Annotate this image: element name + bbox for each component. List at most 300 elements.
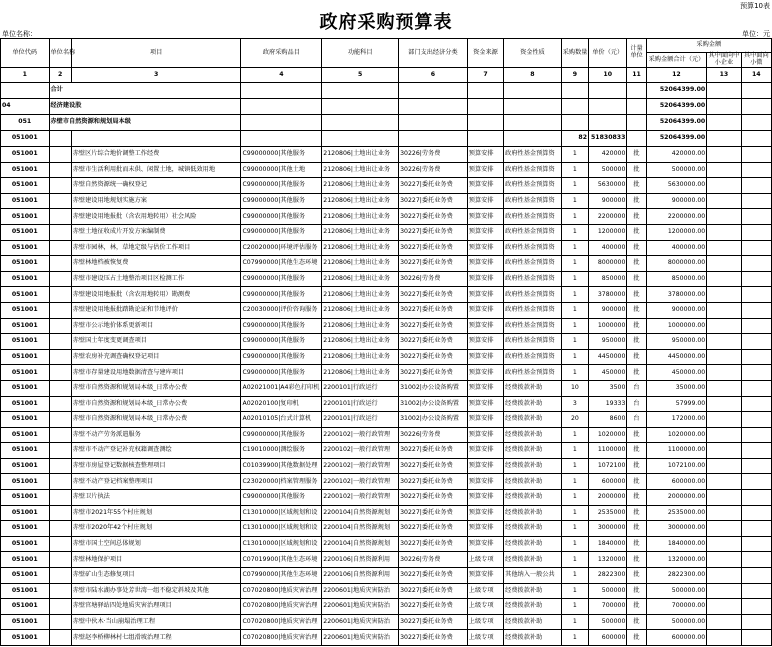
column-number: 12 <box>646 68 707 83</box>
row-project: 赤壁建设用地报批（含农用地转用）社会风险 <box>71 209 241 225</box>
row-unit: 批 <box>627 427 646 443</box>
row-qty: 1 <box>561 568 588 584</box>
row-micro <box>741 271 771 287</box>
header-unit: 计量单位 <box>627 39 646 68</box>
row-function: 2200601|地质灾害防治 <box>322 599 399 615</box>
row-amount: 1020000.00 <box>646 427 707 443</box>
row-sme <box>707 505 741 521</box>
row-fund-nature: 经费拨款补助 <box>504 490 562 506</box>
row-econ-class: 30227|委托业务费 <box>399 583 468 599</box>
row-micro <box>741 630 771 646</box>
table-row <box>1 162 772 178</box>
row-price: 500000 <box>589 614 627 630</box>
row-qty: 20 <box>561 412 588 428</box>
row-fund-source: 预算安排 <box>467 162 503 178</box>
row-micro <box>741 287 771 303</box>
row-unit-name <box>49 240 71 256</box>
row-fund-source: 上级专项 <box>467 599 503 615</box>
row-price: 1320000 <box>589 552 627 568</box>
row-unit-name <box>49 193 71 209</box>
row-unit-name <box>49 287 71 303</box>
row-unit-name <box>49 552 71 568</box>
table-row <box>1 396 772 412</box>
row-price: 450000 <box>589 365 627 381</box>
row-amount: 1072100.00 <box>646 458 707 474</box>
row-econ-class: 30226|劳务费 <box>399 271 468 287</box>
row-unit-code: 051001 <box>1 521 50 537</box>
row-procurement-item: C99000000|其他服务 <box>241 318 322 334</box>
row-unit-code: 051001 <box>1 614 50 630</box>
row-econ-class: 30227|委托业务费 <box>399 536 468 552</box>
row-fund-source: 预算安排 <box>467 474 503 490</box>
row-econ-class: 30227|委托业务费 <box>399 458 468 474</box>
row-econ-class: 30226|劳务费 <box>399 162 468 178</box>
header-project: 项目 <box>71 39 241 68</box>
row-qty: 1 <box>561 178 588 194</box>
summary-amount: 52064399.00 <box>646 115 707 131</box>
row-qty: 1 <box>561 240 588 256</box>
table-row <box>1 224 772 240</box>
row-unit-name <box>49 412 71 428</box>
row-unit-code: 051001 <box>1 490 50 506</box>
row-amount: 3000000.00 <box>646 521 707 537</box>
unit-name-label: 单位名称： <box>2 30 37 38</box>
row-fund-source: 预算安排 <box>467 443 503 459</box>
row-micro <box>741 147 771 163</box>
row-micro <box>741 396 771 412</box>
table-row <box>1 412 772 428</box>
row-fund-source: 预算安排 <box>467 490 503 506</box>
row-function: 2200106|自然资源利用 <box>322 552 399 568</box>
row-fund-nature: 政府性基金预算资 <box>504 287 562 303</box>
row-price: 1200000 <box>589 224 627 240</box>
row-sme <box>707 380 741 396</box>
table-row <box>1 147 772 163</box>
row-unit-code: 051001 <box>1 162 50 178</box>
row-unit-name <box>49 443 71 459</box>
row-procurement-item: C99000000|其他服务 <box>241 490 322 506</box>
row-unit-name <box>49 458 71 474</box>
row-qty: 1 <box>561 334 588 350</box>
row-price: 3780000 <box>589 287 627 303</box>
row-micro <box>741 178 771 194</box>
page-number: 预算10表 <box>740 2 770 10</box>
row-price: 19333 <box>589 396 627 412</box>
row-fund-source: 预算安排 <box>467 256 503 272</box>
row-fund-nature: 经费拨款补助 <box>504 396 562 412</box>
row-econ-class: 30227|委托业务费 <box>399 365 468 381</box>
summary-code: 04 <box>1 99 50 115</box>
table-row <box>1 380 772 396</box>
row-procurement-item: C01039900|其他数据处理 <box>241 458 322 474</box>
table-row <box>1 552 772 568</box>
column-number: 5 <box>322 68 399 83</box>
row-qty: 1 <box>561 256 588 272</box>
row-unit-name <box>49 302 71 318</box>
header-unit-name: 单位名称 <box>49 39 71 68</box>
row-project: 赤壁国土年度变更调查项目 <box>71 334 241 350</box>
row-unit: 批 <box>627 505 646 521</box>
row-econ-class: 30227|委托业务费 <box>399 302 468 318</box>
row-econ-class: 30227|委托业务费 <box>399 474 468 490</box>
table-row <box>1 536 772 552</box>
row-unit-code: 051001 <box>1 178 50 194</box>
row-fund-nature: 经费拨款补助 <box>504 380 562 396</box>
table-row <box>1 271 772 287</box>
row-procurement-item: C07020800|地质灾害治理 <box>241 614 322 630</box>
table-row <box>1 427 772 443</box>
table-row <box>1 583 772 599</box>
row-qty: 1 <box>561 443 588 459</box>
row-procurement-item: C99000000|其他服务 <box>241 427 322 443</box>
row-amount: 8000000.00 <box>646 256 707 272</box>
row-procurement-item: A02010105|台式计算机 <box>241 412 322 428</box>
row-sme <box>707 599 741 615</box>
table-row <box>1 458 772 474</box>
row-procurement-item: C07020800|地质灾害治理 <box>241 630 322 646</box>
column-number: 13 <box>707 68 741 83</box>
row-project: 赤壁市房屋登记数据核查整理项目 <box>71 458 241 474</box>
row-fund-nature: 经费拨款补助 <box>504 536 562 552</box>
row-function: 2200101|行政运行 <box>322 380 399 396</box>
row-price: 3000000 <box>589 521 627 537</box>
row-sme <box>707 474 741 490</box>
row-unit: 批 <box>627 302 646 318</box>
row-amount: 2535000.00 <box>646 505 707 521</box>
row-unit-code: 051001 <box>1 474 50 490</box>
row-price: 2200000 <box>589 209 627 225</box>
row-amount: 2822300.00 <box>646 568 707 584</box>
row-micro <box>741 536 771 552</box>
row-micro <box>741 318 771 334</box>
row-unit: 批 <box>627 474 646 490</box>
table-row <box>1 630 772 646</box>
row-fund-source: 预算安排 <box>467 271 503 287</box>
row-function: 2200102|一般行政管理 <box>322 427 399 443</box>
row-micro <box>741 380 771 396</box>
row-unit-name <box>49 568 71 584</box>
row-fund-nature: 政府性基金预算资 <box>504 209 562 225</box>
table-row <box>1 474 772 490</box>
row-fund-nature: 经费拨款补助 <box>504 505 562 521</box>
row-unit: 批 <box>627 162 646 178</box>
row-micro <box>741 568 771 584</box>
row-procurement-item: C99000000|其他服务 <box>241 178 322 194</box>
row-price: 600000 <box>589 630 627 646</box>
row-unit-name <box>49 178 71 194</box>
row-project: 赤壁市2021年55个村庄规划 <box>71 505 241 521</box>
row-price: 420000 <box>589 147 627 163</box>
header-amount-group: 采购金额 <box>646 39 771 53</box>
row-unit-name <box>49 256 71 272</box>
row-amount: 5630000.00 <box>646 178 707 194</box>
row-unit-name <box>49 271 71 287</box>
row-function: 2200601|地质灾害防治 <box>322 614 399 630</box>
row-unit: 批 <box>627 443 646 459</box>
row-unit-name <box>49 209 71 225</box>
row-price: 500000 <box>589 583 627 599</box>
row-unit-code: 051001 <box>1 365 50 381</box>
row-fund-source: 预算安排 <box>467 365 503 381</box>
row-fund-source: 预算安排 <box>467 147 503 163</box>
row-fund-source: 预算安排 <box>467 334 503 350</box>
row-function: 2200601|地质灾害防治 <box>322 630 399 646</box>
header-fund-source: 资金来源 <box>467 39 503 68</box>
row-project: 赤壁矿山生态修复项目 <box>71 568 241 584</box>
header-fund-nature: 资金性质 <box>504 39 562 68</box>
row-amount: 500000.00 <box>646 614 707 630</box>
row-unit-name <box>49 162 71 178</box>
row-fund-source: 预算安排 <box>467 412 503 428</box>
row-fund-nature: 经费拨款补助 <box>504 614 562 630</box>
row-function: 2200104|自然资源规划 <box>322 521 399 537</box>
row-fund-nature: 政府性基金预算资 <box>504 334 562 350</box>
row-micro <box>741 427 771 443</box>
row-sme <box>707 396 741 412</box>
row-unit-code: 051001 <box>1 583 50 599</box>
row-sme <box>707 224 741 240</box>
row-function: 2120806|土地出让业务 <box>322 209 399 225</box>
row-unit-code: 051001 <box>1 147 50 163</box>
row-qty: 1 <box>561 505 588 521</box>
row-fund-nature: 经费拨款补助 <box>504 427 562 443</box>
row-econ-class: 30227|委托业务费 <box>399 568 468 584</box>
row-sme <box>707 521 741 537</box>
row-price: 900000 <box>589 302 627 318</box>
row-unit-name <box>49 583 71 599</box>
summary-amount: 52064399.00 <box>646 83 707 99</box>
row-price: 1072100 <box>589 458 627 474</box>
row-micro <box>741 599 771 615</box>
row-function: 2200601|地质灾害防治 <box>322 583 399 599</box>
row-project: 赤壁市自然资源和规划局本级_日常办公费 <box>71 380 241 396</box>
row-sme <box>707 365 741 381</box>
row-amount: 1840000.00 <box>646 536 707 552</box>
row-qty: 1 <box>561 552 588 568</box>
row-unit-code: 051001 <box>1 380 50 396</box>
row-unit-code: 051001 <box>1 271 50 287</box>
column-number: 8 <box>504 68 562 83</box>
table-row <box>1 318 772 334</box>
row-micro <box>741 349 771 365</box>
row-amount: 500000.00 <box>646 162 707 178</box>
row-unit-name <box>49 630 71 646</box>
row-unit: 批 <box>627 521 646 537</box>
row-function: 2120806|土地出让业务 <box>322 302 399 318</box>
row-fund-source: 预算安排 <box>467 458 503 474</box>
table-row <box>1 240 772 256</box>
row-function: 2200102|一般行政管理 <box>322 458 399 474</box>
row-sme <box>707 193 741 209</box>
row-function: 2120806|土地出让业务 <box>322 256 399 272</box>
table-row <box>1 287 772 303</box>
row-function: 2200101|行政运行 <box>322 396 399 412</box>
row-sme <box>707 412 741 428</box>
row-project: 赤壁土地征收成片开发方案编制费 <box>71 224 241 240</box>
row-sme <box>707 178 741 194</box>
column-number: 14 <box>741 68 771 83</box>
row-fund-nature: 其他纳入一般公共 <box>504 568 562 584</box>
row-function: 2200104|自然资源规划 <box>322 505 399 521</box>
row-unit-code: 051001 <box>1 302 50 318</box>
row-fund-source: 预算安排 <box>467 302 503 318</box>
row-sme <box>707 490 741 506</box>
currency-unit-label: 单位：元 <box>742 30 770 38</box>
row-micro <box>741 614 771 630</box>
row-unit-name <box>49 521 71 537</box>
row-sme <box>707 427 741 443</box>
row-procurement-item: C07020800|地质灾害治理 <box>241 599 322 615</box>
table-row <box>1 568 772 584</box>
header-qty: 采购数量 <box>561 39 588 68</box>
row-qty: 1 <box>561 271 588 287</box>
row-amount: 600000.00 <box>646 474 707 490</box>
row-project: 赤壁自然资源统一确权登记 <box>71 178 241 194</box>
row-qty: 1 <box>561 287 588 303</box>
row-project: 赤壁市存量建设用地数据清查与建库项目 <box>71 365 241 381</box>
column-number: 2 <box>49 68 71 83</box>
row-econ-class: 30227|委托业务费 <box>399 287 468 303</box>
row-unit-name <box>49 505 71 521</box>
row-micro <box>741 443 771 459</box>
row-amount: 420000.00 <box>646 147 707 163</box>
row-micro <box>741 162 771 178</box>
row-fund-source: 预算安排 <box>467 178 503 194</box>
row-amount: 2200000.00 <box>646 209 707 225</box>
row-micro <box>741 583 771 599</box>
row-fund-source: 预算安排 <box>467 536 503 552</box>
row-project: 赤壁市国土空间总体规划 <box>71 536 241 552</box>
row-amount: 500000.00 <box>646 583 707 599</box>
row-unit-name <box>49 365 71 381</box>
row-price: 1000000 <box>589 318 627 334</box>
row-qty: 1 <box>561 536 588 552</box>
row-unit-code: 051001 <box>1 536 50 552</box>
row-amount: 950000.00 <box>646 334 707 350</box>
table-row <box>1 443 772 459</box>
row-fund-source: 预算安排 <box>467 349 503 365</box>
row-unit: 批 <box>627 287 646 303</box>
row-fund-source: 预算安排 <box>467 193 503 209</box>
row-econ-class: 30227|委托业务费 <box>399 630 468 646</box>
row-price: 500000 <box>589 162 627 178</box>
row-unit: 批 <box>627 536 646 552</box>
row-project: 赤壁市自然资源和规划局本级_日常办公费 <box>71 412 241 428</box>
row-procurement-item: C99000000|其他服务 <box>241 349 322 365</box>
row-unit: 批 <box>627 490 646 506</box>
header-procurement-item: 政府采购品目 <box>241 39 322 68</box>
row-qty: 1 <box>561 193 588 209</box>
row-function: 2120806|土地出让业务 <box>322 147 399 163</box>
row-unit-name <box>49 474 71 490</box>
unit-row-code: 051001 <box>1 131 50 147</box>
row-function: 2120806|土地出让业务 <box>322 193 399 209</box>
row-fund-source: 上级专项 <box>467 583 503 599</box>
column-number: 3 <box>71 68 241 83</box>
table-row <box>1 599 772 615</box>
table-row <box>1 505 772 521</box>
table-row <box>1 178 772 194</box>
row-project: 赤壁卫片执法 <box>71 490 241 506</box>
row-price: 5630000 <box>589 178 627 194</box>
row-procurement-item: C99000000|其他服务 <box>241 334 322 350</box>
row-amount: 172000.00 <box>646 412 707 428</box>
row-econ-class: 30227|委托业务费 <box>399 599 468 615</box>
row-unit-name <box>49 536 71 552</box>
summary-amount: 52064399.00 <box>646 99 707 115</box>
row-qty: 1 <box>561 147 588 163</box>
row-price: 3500 <box>589 380 627 396</box>
row-micro <box>741 193 771 209</box>
row-fund-nature: 政府性基金预算资 <box>504 162 562 178</box>
row-amount: 900000.00 <box>646 302 707 318</box>
row-fund-nature: 经费拨款补助 <box>504 443 562 459</box>
column-number: 9 <box>561 68 588 83</box>
row-qty: 1 <box>561 318 588 334</box>
row-qty: 1 <box>561 630 588 646</box>
row-project: 赤壁不动产劳务派遣服务 <box>71 427 241 443</box>
row-sme <box>707 458 741 474</box>
row-unit-code: 051001 <box>1 209 50 225</box>
row-amount: 600000.00 <box>646 630 707 646</box>
row-unit: 批 <box>627 209 646 225</box>
row-econ-class: 30227|委托业务费 <box>399 224 468 240</box>
row-unit: 台 <box>627 380 646 396</box>
row-project: 赤壁市2020年42个村庄规划 <box>71 521 241 537</box>
row-project: 赤壁市自然资源和规划局本级_日常办公费 <box>71 396 241 412</box>
row-qty: 1 <box>561 599 588 615</box>
row-amount: 1100000.00 <box>646 443 707 459</box>
row-project: 赤壁市公示地价体系更新项目 <box>71 318 241 334</box>
row-price: 4450000 <box>589 349 627 365</box>
row-econ-class: 31002|办公设备购置 <box>399 412 468 428</box>
row-procurement-item: C20020000|环境评估服务 <box>241 240 322 256</box>
row-fund-nature: 经费拨款补助 <box>504 599 562 615</box>
row-qty: 10 <box>561 380 588 396</box>
row-project: 赤壁不动产登记档案整理项目 <box>71 474 241 490</box>
row-unit: 批 <box>627 334 646 350</box>
row-unit: 批 <box>627 271 646 287</box>
row-unit-name <box>49 224 71 240</box>
row-fund-nature: 经费拨款补助 <box>504 583 562 599</box>
row-econ-class: 30227|委托业务费 <box>399 521 468 537</box>
unit-row-amount: 52064399.00 <box>646 131 707 147</box>
summary-code: 051 <box>1 115 50 131</box>
row-function: 2120806|土地出让业务 <box>322 334 399 350</box>
header-function: 功能科目 <box>322 39 399 68</box>
row-unit-name <box>49 349 71 365</box>
row-unit-code: 051001 <box>1 287 50 303</box>
row-unit-code: 051001 <box>1 349 50 365</box>
row-sme <box>707 536 741 552</box>
row-micro <box>741 552 771 568</box>
row-micro <box>741 490 771 506</box>
row-function: 2120806|土地出让业务 <box>322 271 399 287</box>
row-fund-source: 预算安排 <box>467 209 503 225</box>
row-fund-nature: 经费拨款补助 <box>504 458 562 474</box>
row-fund-nature: 经费拨款补助 <box>504 630 562 646</box>
row-unit: 批 <box>627 224 646 240</box>
procurement-budget-table <box>0 38 772 646</box>
row-qty: 1 <box>561 583 588 599</box>
row-fund-nature: 政府性基金预算资 <box>504 271 562 287</box>
row-econ-class: 30227|委托业务费 <box>399 490 468 506</box>
row-unit: 台 <box>627 412 646 428</box>
row-amount: 900000.00 <box>646 193 707 209</box>
row-fund-source: 预算安排 <box>467 287 503 303</box>
table-row <box>1 490 772 506</box>
row-procurement-item: A02020100|复印机 <box>241 396 322 412</box>
